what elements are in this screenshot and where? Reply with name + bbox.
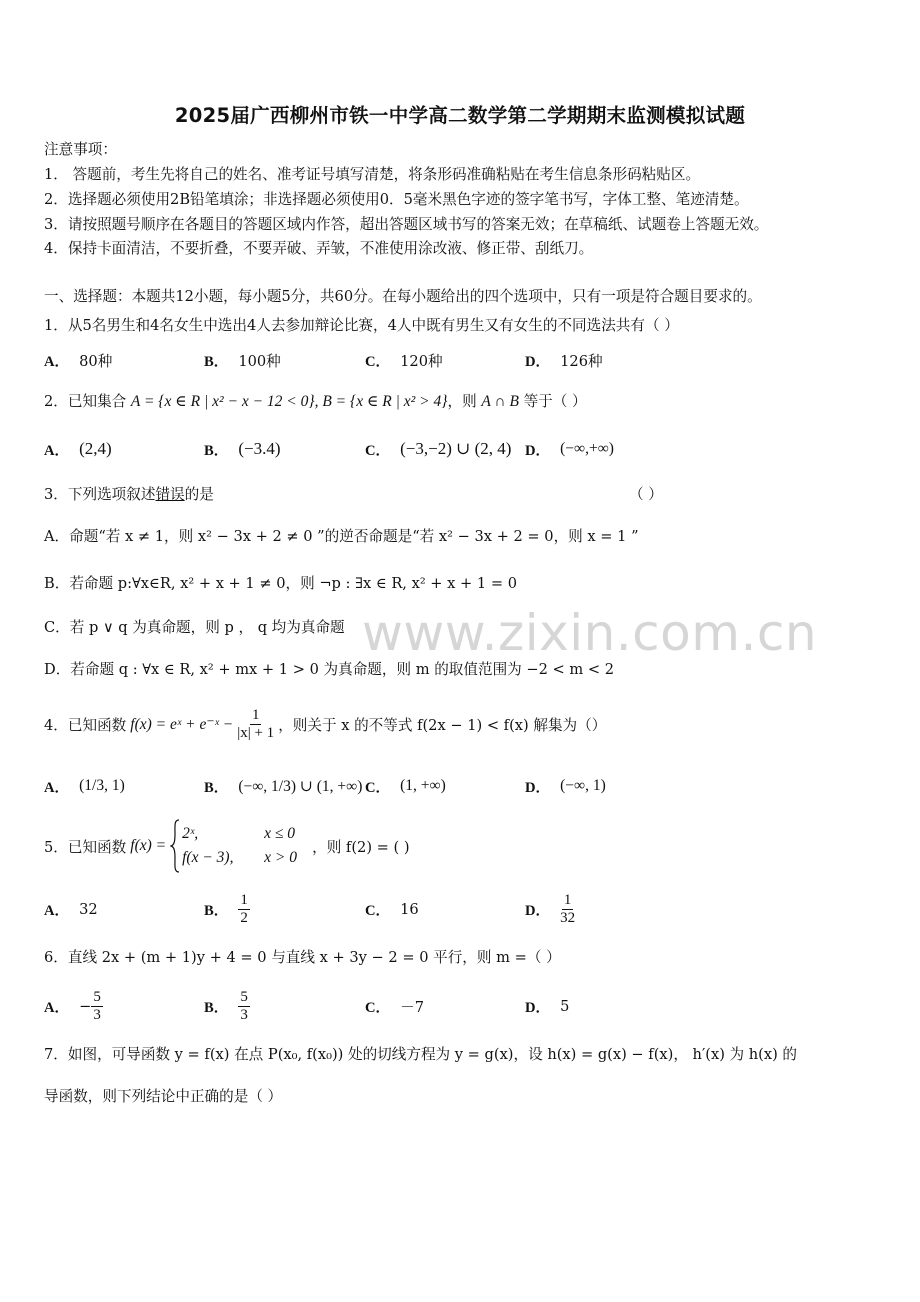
section-heading: 一、选择题：本题共12小题，每小题5分，共60分。在每小题给出的四个选项中，只有一项是符合题目要求的。 xyxy=(44,288,762,305)
left-brace-icon xyxy=(170,818,180,874)
question-4-options xyxy=(44,771,884,801)
q1-option-c: C． 120种 xyxy=(365,352,443,370)
question-3-stem: 3．下列选项叙述错误的是 xyxy=(44,486,214,503)
question-6-options xyxy=(44,983,884,1029)
page-title: 2025届广西柳州市铁一中学高二数学第二学期期末监测模拟试题 xyxy=(174,104,746,127)
q1-option-a: A． 80种 xyxy=(44,352,113,370)
q3-option-b: B．若命题 p:∀x∈R, x² + x + 1 ≠ 0，则 ¬p : ∃x ∈ R, x² + x + 1 = 0 xyxy=(44,575,517,592)
q5-piecewise: 2ˣ, x ≤ 0 f(x − 3), x > 0 xyxy=(182,825,297,866)
q1-option-b: B． 100种 xyxy=(204,352,281,370)
q2-option-c: C． (−3,−2) ∪ (2, 4) xyxy=(365,439,512,459)
q3-option-c: C．若 p ∨ q 为真命题，则 p ， q 均为真命题 xyxy=(44,619,345,636)
q5-option-d: D． $\frac{1}{32}$ xyxy=(525,891,576,926)
q3-option-a: A．命题“若 x ≠ 1，则 x² − 3x + 2 ≠ 0 ”的逆否命题是“若 x² − 3x + 2 = 0，则 x = 1 ” xyxy=(44,528,639,545)
watermark: www.zixin.com.cn xyxy=(362,604,818,662)
question-1-options xyxy=(44,345,884,375)
q5-option-b: B． $\frac{1}{2}$ xyxy=(204,891,248,926)
notes-heading: 注意事项： xyxy=(44,141,117,158)
question-7-line-2: 导函数，则下列结论中正确的是（ ） xyxy=(44,1088,283,1105)
q1-option-d: D． 126种 xyxy=(525,352,603,370)
question-1-stem: 1．从5名男生和4名女生中选出4人去参加辩论比赛，4人中既有男生又有女生的不同选法共有（ ） xyxy=(44,317,679,334)
q5-option-a: A． 32 xyxy=(44,900,98,919)
q2-option-a: A． (2,4) xyxy=(44,439,112,459)
question-2-stem: 2．已知集合 A = {x ∈ R | x² − x − 12 < 0}, B = {x ∈ R | x² > 4}，则 A ∩ B 等于（ ） xyxy=(44,393,587,410)
q2-sets-expression: A = {x ∈ R | x² − x − 12 < 0}, B = {x ∈ R | x² > 4} xyxy=(130,393,448,410)
q6-option-c: C． －7 xyxy=(365,998,425,1016)
question-7-line-1: 7．如图，可导函数 y = f(x) 在点 P(x₀, f(x₀)) 处的切线方程为 y = g(x)，设 h(x) = g(x) − f(x)， h′(x) 为 h(x) 的 xyxy=(44,1046,798,1063)
question-5-stem: 5．已知函数 f(x) = 2ˣ, x ≤ 0 f(x − 3), x > 0 ，则 f(2) = ( ) xyxy=(44,818,410,874)
q5-option-c: C． 16 xyxy=(365,900,419,919)
q6-option-d: D． 5 xyxy=(525,997,570,1016)
q6-option-b: B． $\frac{5}{3}$ xyxy=(204,988,248,1023)
q2-option-b: B． (−3.4) xyxy=(204,439,281,459)
q4-fraction: $\frac{1}{|x| + 1}$ xyxy=(237,706,275,741)
q4-option-c: C． (1, +∞) xyxy=(365,777,446,796)
notes-item-2: 2．选择题必须使用2B铅笔填涂；非选择题必须使用0．5毫米黑色字迹的签字笔书写，字体工整、笔迹清楚。 xyxy=(44,191,749,208)
notes-item-4: 4．保持卡面清洁，不要折叠，不要弄破、弄皱，不准使用涂改液、修正带、刮纸刀。 xyxy=(44,240,594,257)
question-6-stem: 6．直线 2x + (m + 1)y + 4 = 0 与直线 x + 3y − 2 = 0 平行，则 m =（ ） xyxy=(44,949,561,966)
q3-answer-bracket: （ ） xyxy=(629,486,663,503)
notes-item-3: 3．请按照题号顺序在各题目的答题区域内作答，超出答题区域书写的答案无效；在草稿纸、试题卷上答题无效。 xyxy=(44,216,769,233)
q4-option-d: D． (−∞, 1) xyxy=(525,777,606,796)
question-2-options xyxy=(44,434,884,464)
question-4-stem: 4．已知函数 f(x) = eˣ + e⁻ˣ − $\frac{1}{|x| + 1}$ ，则关于 x 的不等式 f(2x − 1) < f(x) 解集为（） xyxy=(44,706,607,741)
q3-option-d: D．若命题 q : ∀x ∈ R, x² + mx + 1 > 0 为真命题，则 m 的取值范围为 −2 < m < 2 xyxy=(44,661,615,678)
notes-item-1: 1． 答题前，考生先将自己的姓名、准考证号填写清楚，将条形码准确粘贴在考生信息条形码粘贴区。 xyxy=(44,166,701,183)
q6-option-a: A． − $\frac{5}{3}$ xyxy=(44,988,101,1023)
question-5-options xyxy=(44,886,884,932)
q4-option-a: A． (1/3, 1) xyxy=(44,777,125,796)
q4-option-b: B． (−∞, 1/3) ∪ (1, +∞) xyxy=(204,777,363,796)
q2-option-d: D． (−∞,+∞) xyxy=(525,440,614,459)
